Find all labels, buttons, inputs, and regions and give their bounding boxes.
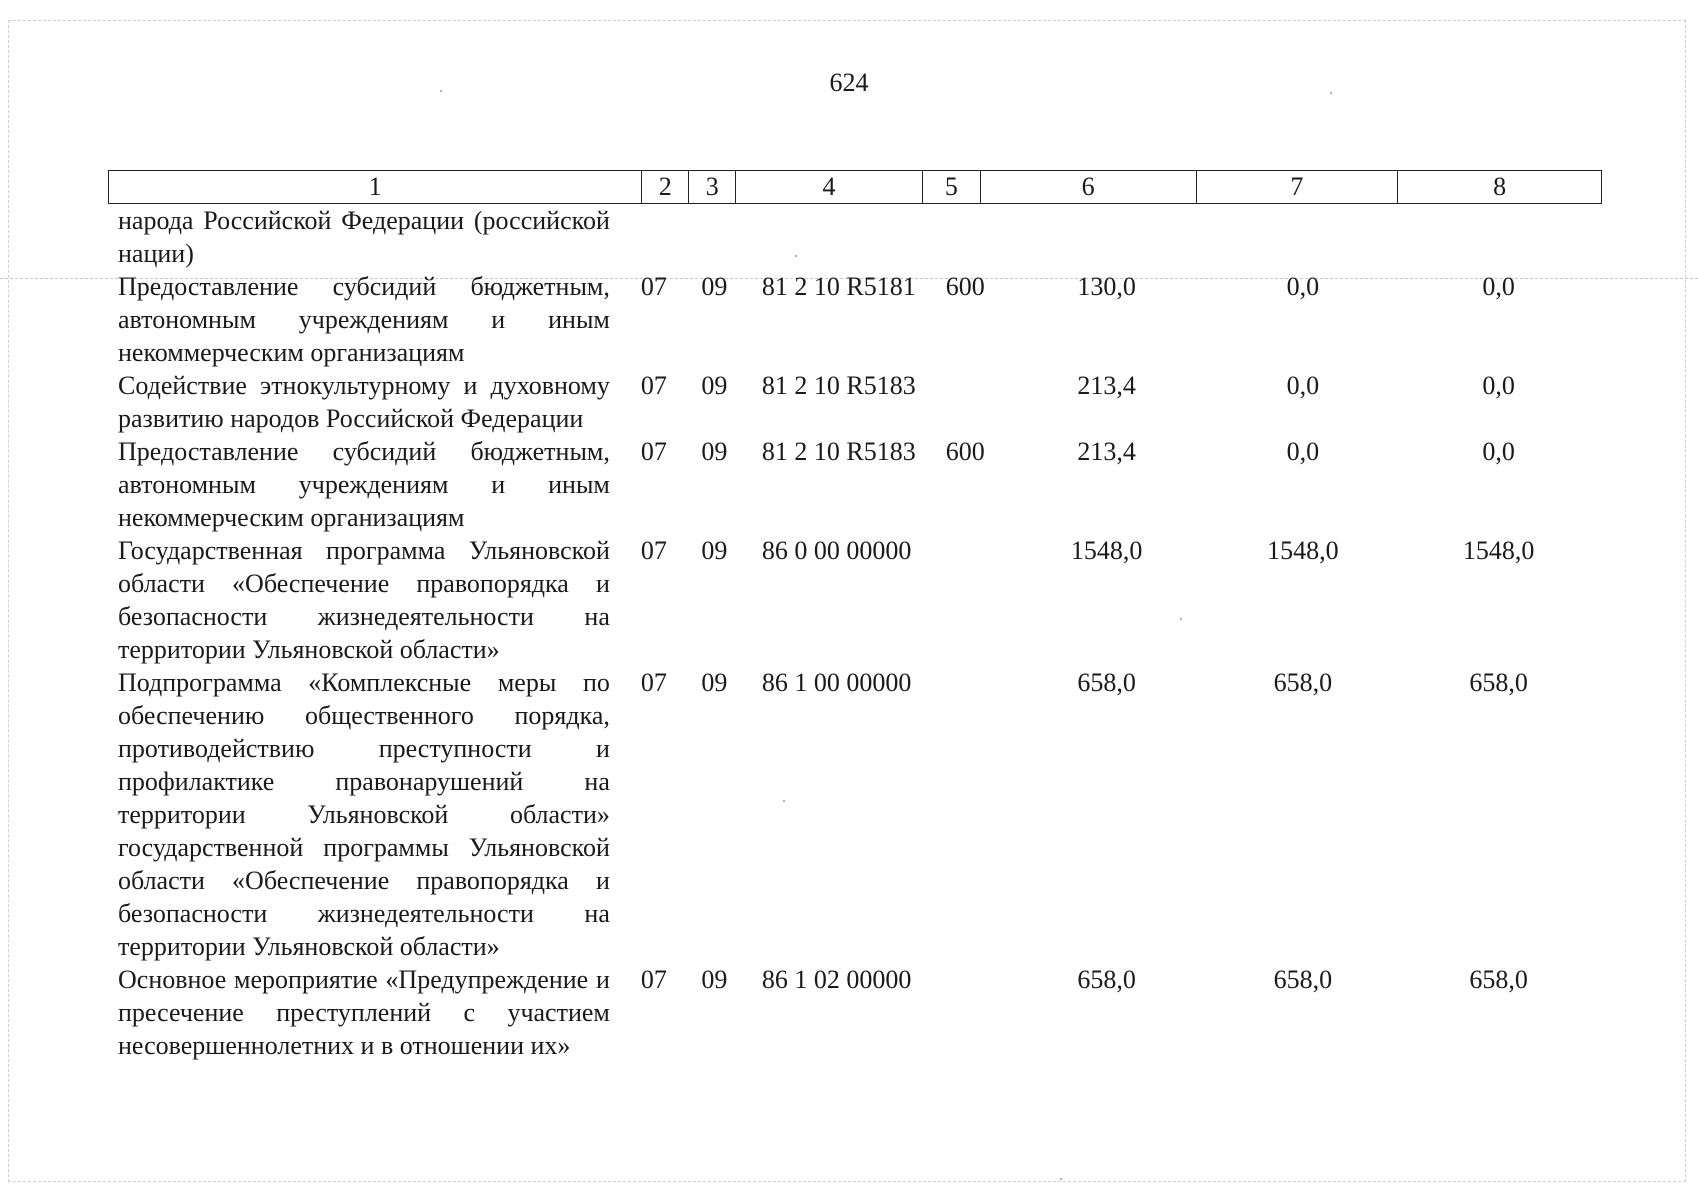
cell-amount-col8: 0,0 (1482, 371, 1515, 400)
cell-amount-col6: 213,4 (1077, 371, 1136, 400)
cell-subsection: 09 (701, 437, 728, 466)
header-cell: 4 (735, 171, 922, 203)
cell-amount-col6: 213,4 (1077, 437, 1136, 466)
cell-amount-col8: 658,0 (1469, 965, 1528, 994)
table-row (118, 435, 1598, 534)
cell-amount-col7: 0,0 (1286, 272, 1320, 301)
cell-amount-col6: 130,0 (1077, 272, 1136, 301)
cell-amount-col7: 1548,0 (1267, 536, 1339, 565)
table-row (118, 270, 1598, 369)
cell-amount-col7: 658,0 (1273, 668, 1333, 697)
cell-section: 07 (640, 668, 667, 697)
table-row (118, 963, 1598, 1062)
row-name: Основное мероприятие «Предупреждение и пресечение преступлений с участием несовершеннолетних и в отношении их» (118, 965, 610, 1060)
table-body (118, 204, 1598, 1062)
cell-amount-col8: 0,0 (1482, 437, 1515, 466)
cell-section: 07 (640, 371, 667, 400)
row-name: Содействие этнокультурному и духовному развитию народов Российской Федерации (118, 371, 610, 433)
cell-amount-col8: 0,0 (1482, 272, 1515, 301)
cell-expense-type: 600 (945, 272, 985, 301)
scan-speck (1330, 92, 1332, 94)
cell-target-code: 81 2 10 R5181 (761, 272, 916, 301)
row-name: Предоставление субсидий бюджетным, автономным учреждениям и иным некоммерческим организациям (118, 437, 610, 532)
scan-speck (440, 90, 442, 92)
page-number: 624 (829, 68, 869, 97)
table-row (118, 204, 1598, 270)
cell-target-code: 81 2 10 R5183 (761, 437, 916, 466)
header-cell: 6 (980, 171, 1196, 203)
cell-target-code: 86 1 02 00000 (761, 965, 912, 994)
cell-section: 07 (640, 965, 667, 994)
cell-target-code: 81 2 10 R5183 (761, 371, 916, 400)
header-cell: 7 (1196, 171, 1398, 203)
scan-speck (1060, 1178, 1062, 1180)
cell-target-code: 86 0 00 00000 (761, 536, 912, 565)
cell-expense-type: 600 (945, 437, 985, 466)
cell-section: 07 (640, 536, 667, 565)
cell-amount-col7: 0,0 (1286, 437, 1320, 466)
row-name: Предоставление субсидий бюджетным, автономным учреждениям и иным некоммерческим организациям (118, 272, 610, 367)
header-cell: 1 (368, 172, 382, 201)
table-row (118, 534, 1598, 666)
cell-target-code: 86 1 00 00000 (761, 668, 912, 697)
row-name: народа Российской Федерации (российской нации) (118, 206, 610, 268)
header-cell: 8 (1397, 171, 1601, 203)
cell-amount-col8: 658,0 (1469, 668, 1528, 697)
cell-amount-col7: 0,0 (1286, 371, 1320, 400)
cell-subsection: 09 (701, 371, 728, 400)
cell-amount-col7: 658,0 (1273, 965, 1333, 994)
cell-subsection: 09 (701, 536, 728, 565)
cell-amount-col8: 1548,0 (1462, 536, 1535, 565)
cell-subsection: 09 (701, 965, 728, 994)
header-cell: 3 (688, 171, 735, 203)
table-row (118, 369, 1598, 435)
row-name: Государственная программа Ульяновской области «Обеспечение правопорядка и безопасности жизнедеятельности на территории Ульяновской области» (118, 536, 610, 664)
cell-amount-col6: 658,0 (1077, 965, 1136, 994)
cell-section: 07 (640, 437, 667, 466)
cell-subsection: 09 (701, 272, 728, 301)
header-cell: 2 (641, 171, 688, 203)
cell-amount-col6: 1548,0 (1070, 536, 1143, 565)
cell-section: 07 (640, 272, 667, 301)
cell-subsection: 09 (701, 668, 728, 697)
table-header-row (108, 170, 1602, 204)
row-name: Подпрограмма «Комплексные меры по обеспечению общественного порядка, противодействию преступности и профилактике правонарушений на территории Ульяновской области» государственной программы Ульяновской области «Обеспечение правопорядка и безопасности жизнедеятельности на территории Ульяновской области» (118, 668, 610, 961)
table-row (118, 666, 1598, 963)
cell-amount-col6: 658,0 (1077, 668, 1136, 697)
header-cell: 5 (922, 171, 980, 203)
